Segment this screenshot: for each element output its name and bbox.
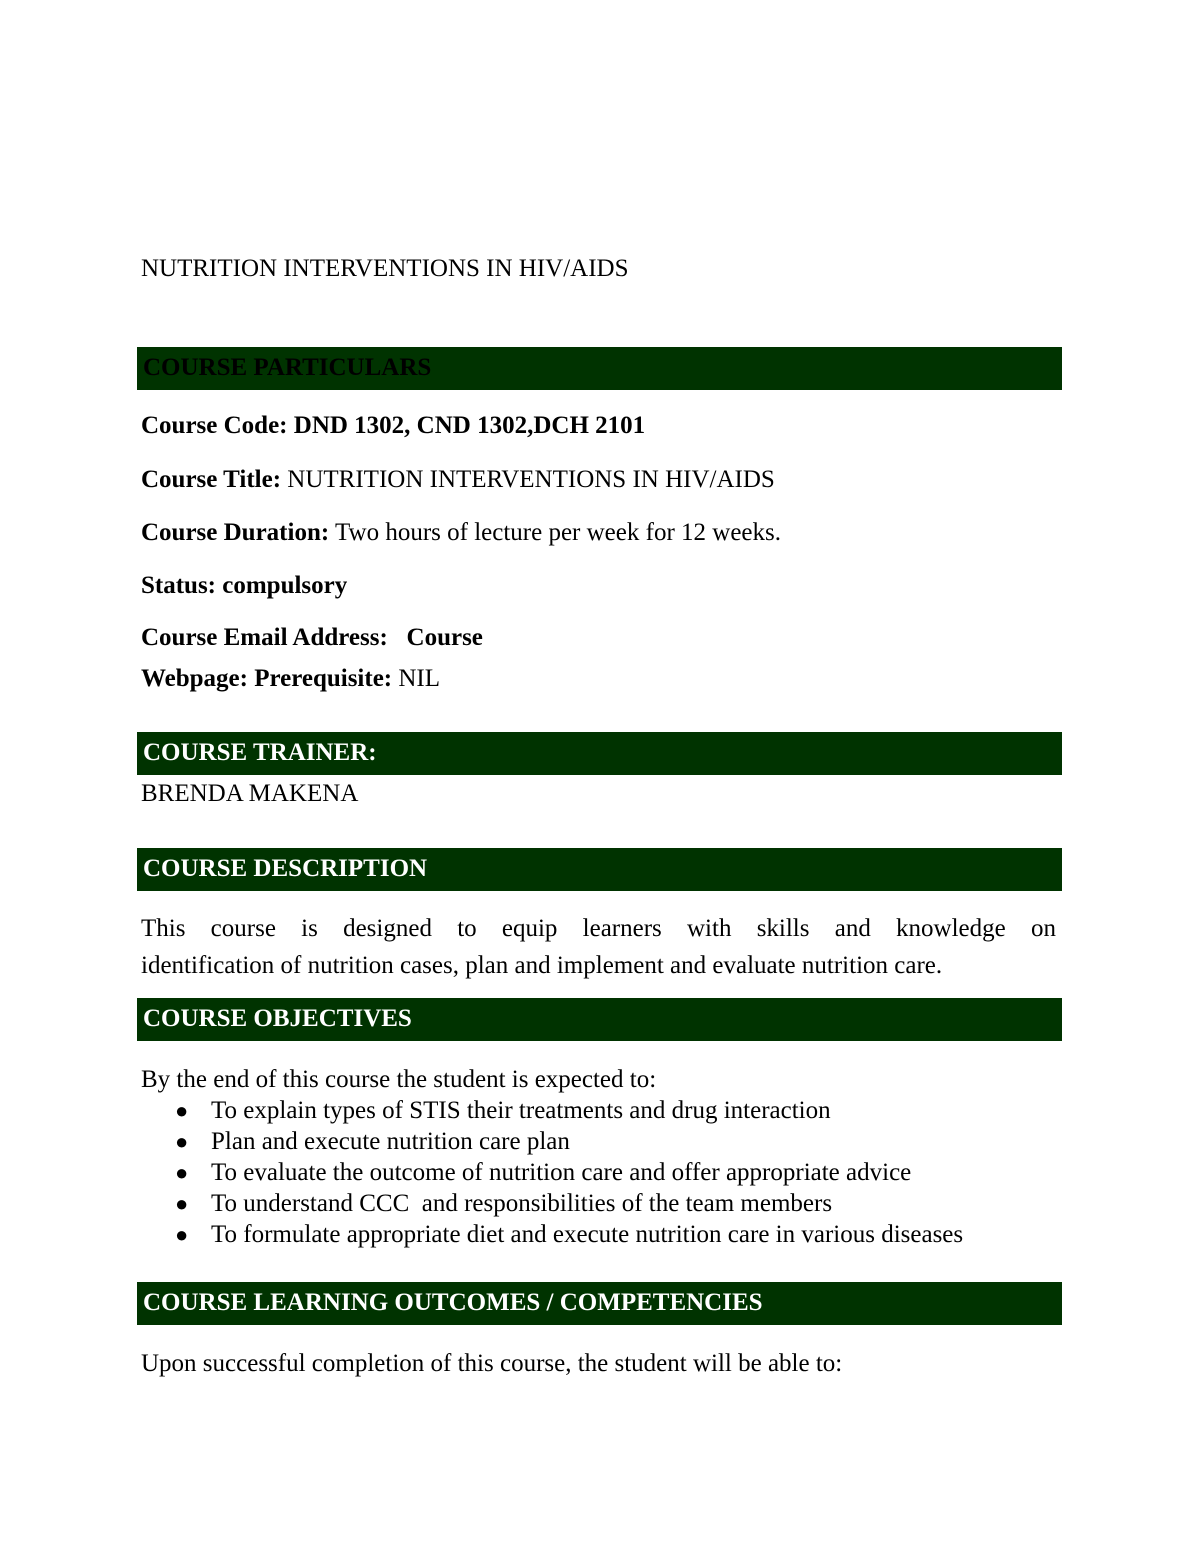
course-duration-label: Course Duration: <box>141 519 330 546</box>
course-particulars-heading: COURSE PARTICULARS <box>143 354 432 381</box>
course-objectives-block <box>141 1064 963 1250</box>
course-objectives-heading: COURSE OBJECTIVES <box>143 1005 412 1032</box>
course-title-label: Course Title: <box>141 466 282 493</box>
objective-text: Plan and execute nutrition care plan <box>211 1128 570 1155</box>
course-particulars-heading-bar <box>137 347 1062 390</box>
list-item <box>141 1188 963 1219</box>
bullet-icon: ● <box>175 1098 189 1123</box>
list-item <box>141 1219 963 1250</box>
list-item <box>141 1126 963 1157</box>
course-title-value: NUTRITION INTERVENTIONS IN HIV/AIDS <box>281 466 775 493</box>
document-title: NUTRITION INTERVENTIONS IN HIV/AIDS <box>141 255 629 282</box>
objectives-list <box>141 1095 963 1250</box>
course-duration-row <box>141 518 781 548</box>
prerequisite-value: NIL <box>392 665 441 692</box>
webpage-prerequisite-row <box>141 664 440 694</box>
course-description-heading-bar <box>137 848 1062 891</box>
course-email-line: Course Email Address: Course <box>141 624 483 651</box>
course-trainer-heading: COURSE TRAINER: <box>143 739 377 766</box>
webpage-prerequisite-label: Webpage: Prerequisite: <box>141 665 393 692</box>
course-code: Course Code: DND 1302, CND 1302,DCH 2101 <box>141 412 646 439</box>
course-description-heading: COURSE DESCRIPTION <box>143 855 428 882</box>
course-trainer-heading-bar <box>137 732 1062 775</box>
objective-text: To evaluate the outcome of nutrition care and offer appropriate advice <box>211 1159 912 1186</box>
course-objectives-heading-bar <box>137 998 1062 1041</box>
bullet-icon: ● <box>175 1160 189 1185</box>
course-description-line-2: identification of nutrition cases, plan and implement and evaluate nutrition care. <box>141 952 943 979</box>
course-status: Status: compulsory <box>141 572 348 599</box>
bullet-icon: ● <box>175 1129 189 1154</box>
bullet-icon: ● <box>175 1222 189 1247</box>
course-description-text <box>141 910 1056 984</box>
objective-text: To formulate appropriate diet and execute nutrition care in various diseases <box>211 1221 964 1248</box>
objective-text: To understand CCC and responsibilities of the team members <box>211 1190 833 1217</box>
outcomes-intro: Upon successful completion of this course, the student will be able to: <box>141 1350 843 1377</box>
bullet-icon: ● <box>175 1191 189 1216</box>
objectives-intro: By the end of this course the student is expected to: <box>141 1066 657 1093</box>
list-item <box>141 1095 963 1126</box>
objective-text: To explain types of STIS their treatments and drug interaction <box>211 1097 831 1124</box>
course-description-line-1: This course is designed to equip learners with skills and knowledge on <box>141 915 1056 942</box>
course-title-row <box>141 465 775 495</box>
course-outcomes-heading: COURSE LEARNING OUTCOMES / COMPETENCIES <box>143 1289 763 1316</box>
course-duration-value: Two hours of lecture per week for 12 weeks. <box>329 519 781 546</box>
trainer-name: BRENDA MAKENA <box>141 780 359 807</box>
list-item <box>141 1157 963 1188</box>
course-outcomes-heading-bar <box>137 1282 1062 1325</box>
